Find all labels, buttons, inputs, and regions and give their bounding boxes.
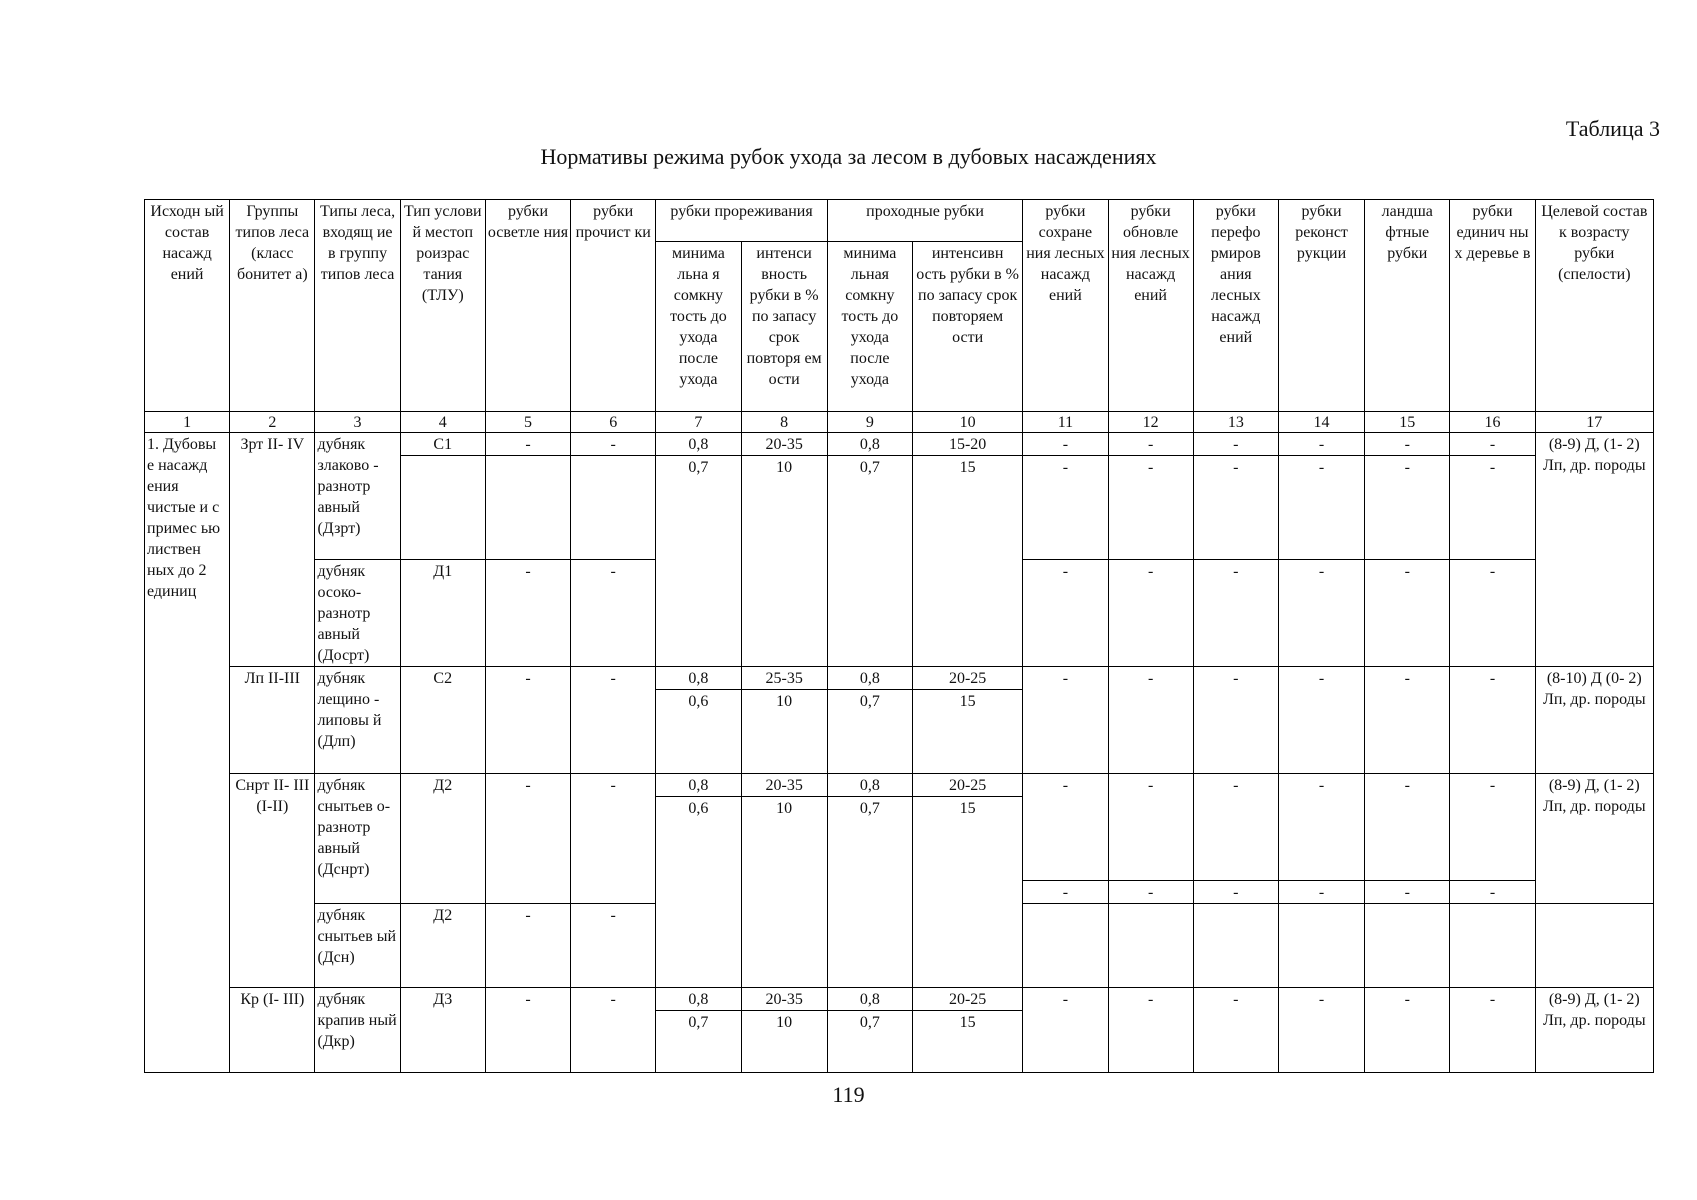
column-number: 13 bbox=[1193, 412, 1278, 433]
dash-cell: - bbox=[1365, 667, 1450, 774]
value-cell: 0,6 bbox=[656, 690, 741, 774]
column-number-row bbox=[145, 412, 1654, 433]
target-composition-cell: (8-10) Д (0- 2) Лп, др. породы bbox=[1535, 667, 1653, 774]
value-cell: 20-35 bbox=[741, 988, 827, 1011]
value-cell: 20-25 bbox=[912, 774, 1022, 797]
dash-cell: - bbox=[1023, 433, 1108, 456]
col-header: Тип услови й местоп роизрас тания (ТЛУ) bbox=[400, 200, 485, 412]
dash-cell: - bbox=[485, 433, 570, 456]
empty-cell bbox=[1365, 904, 1450, 988]
tlu-cell: С2 bbox=[400, 667, 485, 774]
dash-cell: - bbox=[1023, 988, 1108, 1073]
group-cell: Кр (I- III) bbox=[230, 988, 315, 1073]
col-header: Группы типов леса (класс бонитет а) bbox=[230, 200, 315, 412]
group-cell: Снрт II- III (I-II) bbox=[230, 774, 315, 988]
table-title: Нормативы режима рубок ухода за лесом в дубовых насаждениях bbox=[540, 144, 1157, 169]
value-cell: 15 bbox=[912, 797, 1022, 988]
value-cell: 0,8 bbox=[827, 988, 912, 1011]
dash-cell: - bbox=[1450, 881, 1535, 904]
col-header: Исходн ый состав насажд ений bbox=[145, 200, 230, 412]
page-number: 119 bbox=[832, 1082, 865, 1107]
empty-cell bbox=[1023, 904, 1108, 988]
value-cell: 0,8 bbox=[656, 988, 741, 1011]
value-cell: 0,8 bbox=[656, 774, 741, 797]
dash-cell: - bbox=[1108, 433, 1193, 456]
dash-cell: - bbox=[1450, 988, 1535, 1073]
value-cell: 0,7 bbox=[827, 797, 912, 988]
target-composition-cell: (8-9) Д, (1- 2) Лп, др. породы bbox=[1535, 988, 1653, 1073]
target-composition-cell: (8-9) Д, (1- 2) Лп, др. породы bbox=[1535, 433, 1653, 667]
value-cell: 20-25 bbox=[912, 667, 1022, 690]
col-header: рубки прочист ки bbox=[571, 200, 656, 412]
forest-type-cell: дубняк осоко- разнотр авный (Досрт) bbox=[315, 560, 400, 667]
value-cell: 0,7 bbox=[827, 690, 912, 774]
col-header: рубки реконст рукции bbox=[1278, 200, 1364, 412]
column-number: 2 bbox=[230, 412, 315, 433]
dash-cell: - bbox=[1193, 560, 1278, 667]
dash-cell: - bbox=[485, 560, 570, 667]
dash-cell: - bbox=[1450, 774, 1535, 881]
dash-cell: - bbox=[1278, 667, 1364, 774]
dash-cell: - bbox=[1193, 881, 1278, 904]
col-header: Целевой состав к возрасту рубки (спелости) bbox=[1535, 200, 1653, 412]
table-number: Таблица 3 bbox=[1565, 116, 1660, 141]
forest-type-cell: дубняк снытьев о- разнотр авный (Дснрт) bbox=[315, 774, 400, 904]
value-cell: 15 bbox=[912, 1011, 1022, 1073]
dash-cell: - bbox=[1023, 667, 1108, 774]
column-number: 6 bbox=[571, 412, 656, 433]
column-number: 7 bbox=[656, 412, 741, 433]
value-cell: 20-35 bbox=[741, 774, 827, 797]
dash-cell: - bbox=[571, 433, 656, 456]
empty-cell bbox=[571, 456, 656, 560]
dash-cell: - bbox=[1023, 456, 1108, 560]
table-row bbox=[145, 433, 1654, 456]
column-number: 11 bbox=[1023, 412, 1108, 433]
dash-cell: - bbox=[1193, 988, 1278, 1073]
column-number: 10 bbox=[912, 412, 1022, 433]
col-header: рубки сохране ния лесных насажд ений bbox=[1023, 200, 1108, 412]
value-cell: 0,8 bbox=[827, 774, 912, 797]
col-header: рубки перефо рмиров ания лесных насажд ений bbox=[1193, 200, 1278, 412]
dash-cell: - bbox=[571, 774, 656, 904]
value-cell: 15 bbox=[912, 690, 1022, 774]
dash-cell: - bbox=[1365, 560, 1450, 667]
group-cell: Лп II-III bbox=[230, 667, 315, 774]
empty-cell bbox=[485, 456, 570, 560]
value-cell: 20-35 bbox=[741, 433, 827, 456]
norms-table bbox=[144, 199, 1654, 1073]
forest-type-cell: дубняк лещино - липовы й (Длп) bbox=[315, 667, 400, 774]
value-cell: 20-25 bbox=[912, 988, 1022, 1011]
empty-cell bbox=[1535, 904, 1653, 988]
value-cell: 0,7 bbox=[656, 1011, 741, 1073]
dash-cell: - bbox=[1450, 433, 1535, 456]
dash-cell: - bbox=[1278, 560, 1364, 667]
dash-cell: - bbox=[1023, 881, 1108, 904]
value-cell: 10 bbox=[741, 456, 827, 667]
dash-cell: - bbox=[571, 560, 656, 667]
dash-cell: - bbox=[1108, 881, 1193, 904]
table-row bbox=[145, 667, 1654, 690]
column-number: 16 bbox=[1450, 412, 1535, 433]
col-subheader: минима льная сомкну тость до ухода после ухода bbox=[827, 242, 912, 412]
value-cell: 0,7 bbox=[827, 1011, 912, 1073]
dash-cell: - bbox=[1278, 988, 1364, 1073]
dash-cell: - bbox=[1450, 456, 1535, 560]
col-subheader: минима льна я сомкну тость до ухода после ухода bbox=[656, 242, 741, 412]
col-header: рубки осветле ния bbox=[485, 200, 570, 412]
dash-cell: - bbox=[485, 667, 570, 774]
value-cell: 0,7 bbox=[827, 456, 912, 667]
dash-cell: - bbox=[1108, 456, 1193, 560]
dash-cell: - bbox=[485, 774, 570, 904]
dash-cell: - bbox=[571, 904, 656, 988]
forest-type-cell: дубняк злаково - разнотр авный (Дзрт) bbox=[315, 433, 400, 560]
dash-cell: - bbox=[1193, 667, 1278, 774]
forest-type-cell: дубняк крапив ный (Дкр) bbox=[315, 988, 400, 1073]
value-cell: 25-35 bbox=[741, 667, 827, 690]
dash-cell: - bbox=[1278, 433, 1364, 456]
value-cell: 10 bbox=[741, 1011, 827, 1073]
dash-cell: - bbox=[1278, 456, 1364, 560]
tlu-cell: Д2 bbox=[400, 774, 485, 904]
col-header: рубки обновле ния лесных насажд ений bbox=[1108, 200, 1193, 412]
dash-cell: - bbox=[1365, 433, 1450, 456]
col-group-header: проходные рубки bbox=[827, 200, 1023, 242]
column-number: 17 bbox=[1535, 412, 1653, 433]
group-cell: Зрт II- IV bbox=[230, 433, 315, 667]
empty-cell bbox=[1193, 904, 1278, 988]
value-cell: 15-20 bbox=[912, 433, 1022, 456]
dash-cell: - bbox=[1450, 667, 1535, 774]
dash-cell: - bbox=[1365, 988, 1450, 1073]
table-row bbox=[145, 774, 1654, 797]
dash-cell: - bbox=[571, 667, 656, 774]
tlu-cell: Д3 bbox=[400, 988, 485, 1073]
col-header: ландша фтные рубки bbox=[1365, 200, 1450, 412]
column-number: 4 bbox=[400, 412, 485, 433]
tlu-cell: Д2 bbox=[400, 904, 485, 988]
dash-cell: - bbox=[571, 988, 656, 1073]
dash-cell: - bbox=[1193, 433, 1278, 456]
forest-type-cell: дубняк снытьев ый (Дсн) bbox=[315, 904, 400, 988]
column-number: 3 bbox=[315, 412, 400, 433]
value-cell: 15 bbox=[912, 456, 1022, 667]
dash-cell: - bbox=[1278, 881, 1364, 904]
column-number: 1 bbox=[145, 412, 230, 433]
value-cell: 0,8 bbox=[656, 433, 741, 456]
value-cell: 0,8 bbox=[656, 667, 741, 690]
dash-cell: - bbox=[1193, 774, 1278, 881]
column-number: 9 bbox=[827, 412, 912, 433]
value-cell: 0,7 bbox=[656, 456, 741, 667]
dash-cell: - bbox=[485, 904, 570, 988]
dash-cell: - bbox=[1365, 881, 1450, 904]
value-cell: 0,8 bbox=[827, 433, 912, 456]
dash-cell: - bbox=[1193, 456, 1278, 560]
column-number: 8 bbox=[741, 412, 827, 433]
empty-cell bbox=[1108, 904, 1193, 988]
table-row bbox=[145, 988, 1654, 1011]
column-number: 14 bbox=[1278, 412, 1364, 433]
dash-cell: - bbox=[485, 988, 570, 1073]
dash-cell: - bbox=[1108, 667, 1193, 774]
col-subheader: интенси вность рубки в % по запасу срок повторя ем ости bbox=[741, 242, 827, 412]
col-subheader: интенсивн ость рубки в % по запасу срок повторяем ости bbox=[912, 242, 1022, 412]
value-cell: 0,8 bbox=[827, 667, 912, 690]
col-header: Типы леса, входящ ие в группу типов леса bbox=[315, 200, 400, 412]
value-cell: 0,6 bbox=[656, 797, 741, 988]
empty-cell bbox=[1450, 904, 1535, 988]
col-group-header: рубки прореживания bbox=[656, 200, 827, 242]
dash-cell: - bbox=[1108, 988, 1193, 1073]
empty-cell bbox=[1278, 904, 1364, 988]
value-cell: 10 bbox=[741, 797, 827, 988]
tlu-cell: С1 bbox=[400, 433, 485, 456]
col-header: рубки единич ны х деревье в bbox=[1450, 200, 1535, 412]
column-number: 15 bbox=[1365, 412, 1450, 433]
column-number: 5 bbox=[485, 412, 570, 433]
dash-cell: - bbox=[1365, 774, 1450, 881]
dash-cell: - bbox=[1108, 560, 1193, 667]
tlu-cell bbox=[400, 456, 485, 560]
dash-cell: - bbox=[1108, 774, 1193, 881]
value-cell: 10 bbox=[741, 690, 827, 774]
dash-cell: - bbox=[1450, 560, 1535, 667]
dash-cell: - bbox=[1365, 456, 1450, 560]
tlu-cell: Д1 bbox=[400, 560, 485, 667]
header-row-1 bbox=[145, 200, 1654, 242]
dash-cell: - bbox=[1023, 774, 1108, 881]
composition-cell: 1. Дубовы е насажд ения чистые и с примес ью листвен ных до 2 единиц bbox=[145, 433, 230, 1073]
target-composition-cell: (8-9) Д, (1- 2) Лп, др. породы bbox=[1535, 774, 1653, 904]
column-number: 12 bbox=[1108, 412, 1193, 433]
dash-cell: - bbox=[1278, 774, 1364, 881]
dash-cell: - bbox=[1023, 560, 1108, 667]
